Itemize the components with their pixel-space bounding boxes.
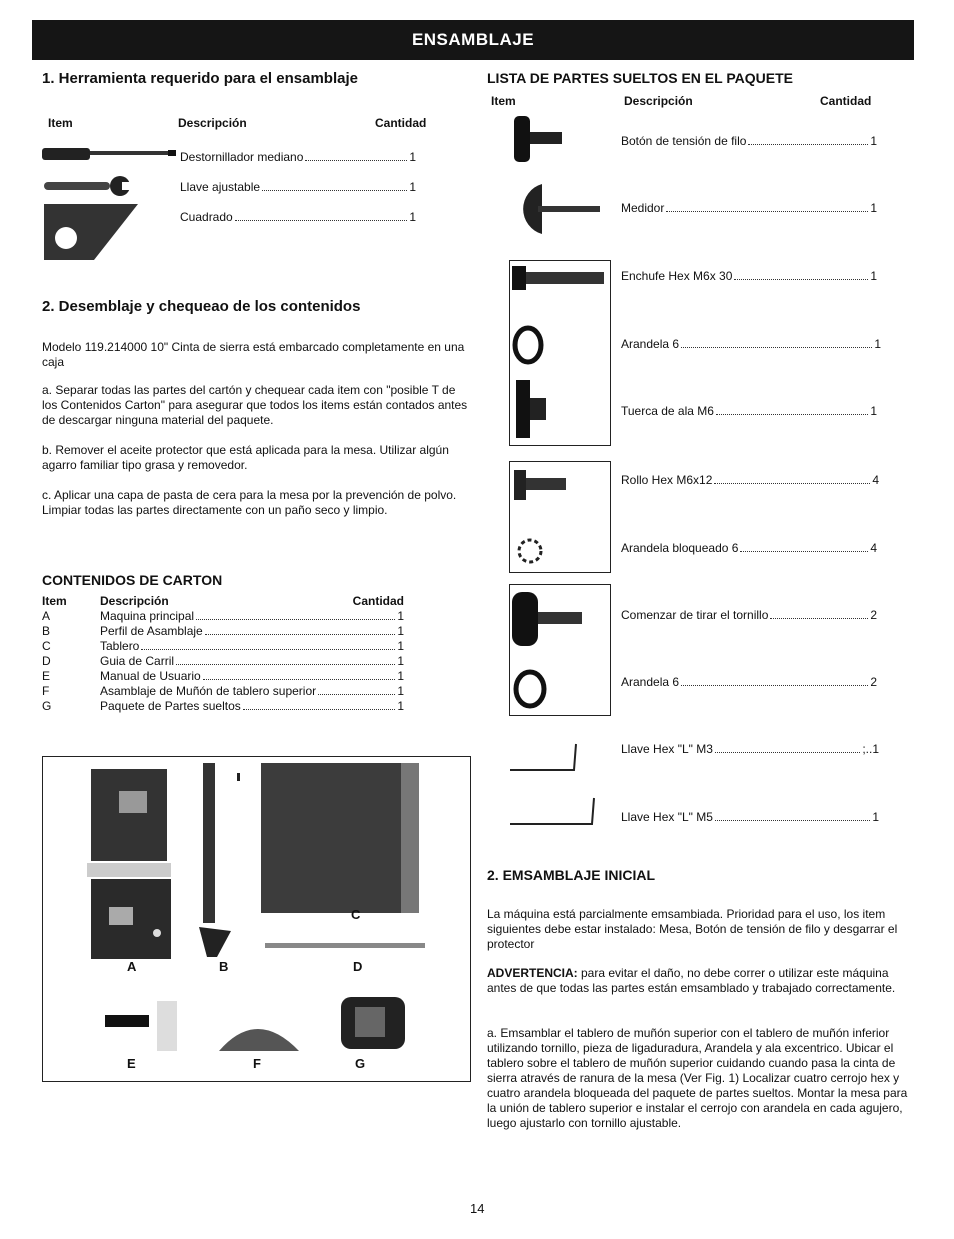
part-row: [621, 608, 877, 622]
figure-label-d: D: [353, 959, 363, 974]
unpack-para-b: b. Remover el aceite protector que está aplicada para la mesa. Utilizar algún agarro familiar tipo grasa y removedor.: [42, 443, 449, 472]
part-qty: 1: [870, 201, 877, 215]
carton-header: [42, 594, 404, 609]
carton-desc: Perfil de Asamblaje: [100, 624, 203, 638]
part-qty: 4: [872, 473, 879, 487]
tool-row-1: [180, 150, 416, 164]
figure-label-g: G: [355, 1056, 366, 1071]
part-row: [621, 473, 879, 487]
table-row: [42, 669, 404, 684]
carton-qty: 1: [397, 639, 404, 653]
part-desc: Arandela 6: [621, 675, 680, 689]
part-qty: ;..1: [862, 742, 879, 756]
part-row: [621, 810, 879, 824]
warning-paragraph: [487, 966, 917, 996]
carton-col-qty: Cantidad: [352, 594, 404, 608]
table-row: [42, 699, 404, 714]
table-row: [42, 609, 404, 624]
lock-washer-icon: [514, 534, 548, 568]
tool-desc: Llave ajustable: [180, 180, 261, 194]
part-qty: 1: [870, 134, 877, 148]
washer-icon: [512, 668, 552, 710]
hex-bolt-icon: [512, 266, 606, 292]
tool-row-2: [180, 180, 416, 194]
carton-qty: 1: [397, 669, 404, 683]
tool-qty: 1: [409, 210, 416, 224]
gauge-icon: [508, 180, 602, 238]
part-desc: Arandela bloqueado 6: [621, 541, 739, 555]
figure-label-a: A: [127, 959, 137, 974]
carton-figure: [42, 756, 471, 1082]
figure-label-e: E: [127, 1056, 136, 1071]
user-manual-image: [101, 993, 191, 1053]
assembly-profile-image: [197, 761, 245, 957]
carton-desc: Maquina principal: [100, 609, 195, 623]
carton-item: B: [42, 624, 51, 638]
tools-col-desc: Descripción: [178, 116, 247, 130]
part-qty: 4: [870, 541, 877, 555]
table-row: [42, 639, 404, 654]
carton-qty: 1: [397, 654, 404, 668]
screwdriver-icon: [42, 144, 178, 164]
figure-label-b: B: [219, 959, 229, 974]
part-qty: 1: [872, 810, 879, 824]
part-row: [621, 742, 879, 756]
carton-desc: Guia de Carril: [100, 654, 175, 668]
table-row: [42, 684, 404, 699]
washer-icon: [512, 324, 548, 366]
carton-col-desc: Descripción: [100, 594, 169, 608]
loose-parts-bag-image: [327, 989, 417, 1053]
hex-screw-icon: [514, 468, 570, 502]
carton-item: D: [42, 654, 51, 668]
knob-screw-icon: [510, 590, 586, 650]
tool-row-3: [180, 210, 416, 224]
parts-col-desc: Descripción: [624, 94, 693, 108]
tool-desc: Cuadrado: [180, 210, 233, 224]
tool-qty: 1: [409, 180, 416, 194]
part-desc: Enchufe Hex M6x 30: [621, 269, 733, 283]
parts-col-item: Item: [491, 94, 516, 108]
section-banner: [32, 20, 914, 60]
carton-qty: 1: [397, 699, 404, 713]
part-desc: Arandela 6: [621, 337, 680, 351]
tools-col-qty: Cantidad: [375, 116, 427, 130]
initial-title: 2. EMSAMBLAJE INICIAL: [487, 867, 656, 883]
part-row: [621, 134, 877, 148]
unpack-para-c: c. Aplicar una capa de pasta de cera para la mesa por la prevención de polvo. Limpiar todas las partes directamente con un paño seco y limpio.: [42, 488, 457, 517]
part-desc: Comenzar de tirar el tornillo: [621, 608, 769, 622]
banner-title: ENSAMBLAJE: [411, 30, 535, 49]
tool-desc: Destornillador mediano: [180, 150, 304, 164]
carton-item: A: [42, 609, 51, 623]
table-row: [42, 624, 404, 639]
figure-label-f: F: [253, 1056, 261, 1071]
hex-key-icon: [508, 796, 598, 830]
unpack-title: 2. Desemblaje y chequeao de los contenidos: [42, 298, 361, 315]
tool-qty: 1: [409, 150, 416, 164]
carton-item: G: [42, 699, 52, 713]
part-row: [621, 404, 877, 418]
carton-item: C: [42, 639, 51, 653]
tools-title: 1. Herramienta requerido para el ensamblaje: [42, 70, 358, 87]
initial-para-1: La máquina está parcialmente emsambiada. Prioridad para el uso, los item siguientes debe estar instalado: Mesa, Botón de tensión de filo y desgarrar el protector: [487, 907, 898, 951]
unpack-para-a: a. Separar todas las partes del cartón y chequear cada item con "posible T de los Contenidos Carton" para asegurar que todos los items están contados antes de descargar ninguna material del paquete.: [42, 383, 468, 427]
parts-title: LISTA DE PARTES SUELTOS EN EL PAQUETE: [487, 70, 793, 86]
carton-title: CONTENIDOS DE CARTON: [42, 572, 223, 588]
part-desc: Llave Hex "L" M5: [621, 810, 713, 824]
part-row: [621, 201, 877, 215]
carton-qty: 1: [397, 609, 404, 623]
trunnion-assembly-image: [213, 1007, 303, 1055]
part-qty: 2: [870, 675, 877, 689]
figure-label-c: C: [351, 907, 361, 922]
part-qty: 2: [870, 608, 877, 622]
parts-col-qty: Cantidad: [820, 94, 872, 108]
carton-qty: 1: [397, 684, 404, 698]
part-desc: Medidor: [621, 201, 665, 215]
warning-text: para evitar el daño, no debe correr o utilizar este máquina antes de que todas las partes están emsamblado y trabajado correctamente.: [487, 966, 896, 995]
table-row: [42, 654, 404, 669]
part-row: [621, 269, 877, 283]
wing-nut-icon: [512, 376, 552, 440]
carton-desc: Tablero: [100, 639, 140, 653]
part-desc: Llave Hex "L" M3: [621, 742, 713, 756]
part-row: [621, 337, 881, 351]
rail-guide-image: [265, 937, 425, 955]
carton-qty: 1: [397, 624, 404, 638]
part-qty: 1: [870, 404, 877, 418]
square-icon: [44, 204, 138, 260]
unpack-intro: Modelo 119.214000 10" Cinta de sierra está embarcado completamente en una caja: [42, 340, 465, 369]
wrench-icon: [44, 176, 136, 196]
carton-desc: Manual de Usuario: [100, 669, 201, 683]
carton-item: F: [42, 684, 50, 698]
carton-desc: Paquete de Partes sueltos: [100, 699, 241, 713]
part-desc: Tuerca de ala M6: [621, 404, 714, 418]
carton-table: [42, 594, 404, 714]
page-number: 14: [470, 1201, 485, 1216]
part-qty: 1: [874, 337, 881, 351]
carton-item: E: [42, 669, 51, 683]
warning-label: ADVERTENCIA:: [487, 966, 578, 980]
main-machine-image: [87, 767, 179, 959]
part-row: [621, 675, 877, 689]
table-image: [261, 763, 419, 913]
part-row: [621, 541, 877, 555]
initial-para-a: a. Emsamblar el tablero de muñón superior con el tablero de muñón inferior utilizando tornillo, pieza de ligaduradura, Arandela y ala excentrico. Ubicar el tablero sobre el tablero de muñón superior cuidando cuando pasa la cinta de sierra através de ranura de la mesa (Ver Fig. 1) Localizar cuatro cerrojo hex y cuatro arandela bloqueada del paquete de partes sueltos. Montar la mesa para la unión de tablero superior e instalar el cerrojo con arandela en cada agujero, luego ajustarlo con tornillo ajustable.: [487, 1026, 908, 1130]
tension-knob-icon: [508, 114, 566, 164]
part-desc: Rollo Hex M6x12: [621, 473, 713, 487]
tools-col-item: Item: [48, 116, 73, 130]
hex-key-icon: [508, 742, 584, 776]
part-qty: 1: [870, 269, 877, 283]
carton-col-item: Item: [42, 594, 67, 608]
part-desc: Botón de tensión de filo: [621, 134, 747, 148]
carton-desc: Asamblaje de Muñón de tablero superior: [100, 684, 317, 698]
